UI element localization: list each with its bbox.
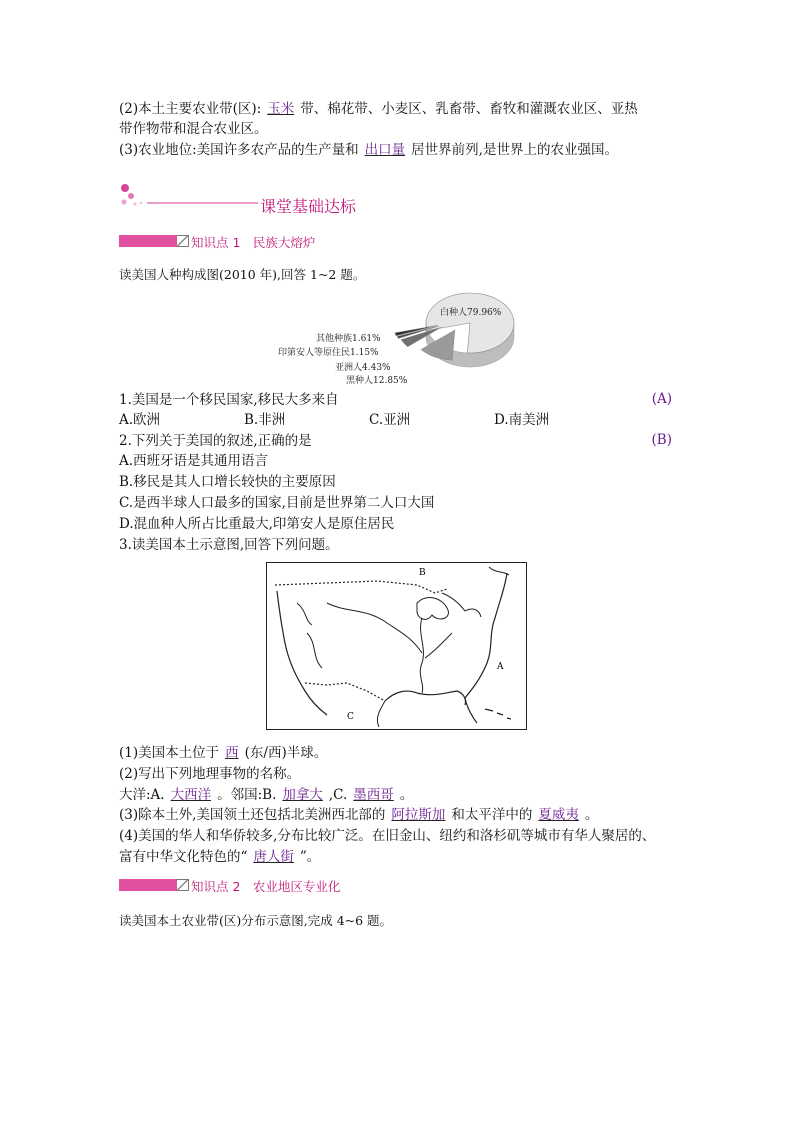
- us-map: [266, 562, 527, 730]
- pie-intro: 读美国人种构成图(2010 年),回答 1~2 题。: [119, 267, 366, 282]
- ohio-river: [425, 633, 452, 658]
- pie-label-native: 印第安人等原住民1.15%: [278, 348, 379, 358]
- text: 。: [399, 787, 414, 803]
- text: 。: [584, 807, 599, 823]
- pie-label-asian: 亚洲人4.43%: [335, 363, 391, 373]
- deco-dot: [121, 184, 129, 192]
- text: ”。: [299, 849, 321, 865]
- q3-part3: [119, 806, 598, 824]
- missouri-river: [327, 603, 422, 653]
- section-decoration: [115, 182, 260, 212]
- q3-part2-answers: [119, 786, 413, 804]
- pie-label-other: 其他种族1.61%: [316, 334, 381, 344]
- answer-chinatown: 唐人街: [253, 849, 294, 865]
- q3-part4-line2: [119, 848, 320, 866]
- intro-q2-line2: 带作物带和混合农业区。: [119, 121, 268, 137]
- answer-corn: 玉米: [267, 101, 295, 117]
- text: 大洋:A.: [119, 787, 165, 803]
- text: (1)美国本土位于: [119, 745, 220, 761]
- gulf-coast: [385, 691, 466, 705]
- q2-option-b: B.移民是其人口增长较快的主要原因: [119, 474, 336, 490]
- kp-frame-icon: [177, 235, 189, 247]
- pie-label-white: 白种人79.96%: [440, 308, 502, 318]
- q3-part1: [119, 744, 327, 762]
- northeast-coast: [489, 567, 509, 575]
- east-coast: [465, 573, 507, 723]
- intro-q2-line1: [119, 100, 638, 118]
- border-south: [305, 683, 385, 701]
- mexico-coast: [377, 701, 385, 727]
- ethnic-pie-chart: [370, 283, 530, 383]
- colorado-river: [307, 633, 322, 668]
- text: 带、棉花带、小麦区、乳畜带、畜牧和灌溉农业区、亚热: [300, 101, 638, 117]
- mississippi-river: [420, 618, 423, 693]
- kp-label: 知识点 2 农业地区专业化: [191, 879, 341, 894]
- kp-label: 知识点 1 民族大熔炉: [191, 235, 316, 250]
- q2-stem: 2.下列关于美国的叙述,正确的是: [119, 433, 312, 449]
- border-north: [275, 581, 447, 593]
- map-label-a: A: [497, 662, 504, 672]
- answer-canada: 加拿大: [282, 787, 323, 803]
- deco-dot: [140, 202, 142, 204]
- q2-option-a: A.西班牙语是其通用语言: [119, 453, 269, 469]
- q2-option-d: D.混血种人所占比重最大,印第安人是原住居民: [119, 516, 395, 532]
- q2-option-c: C.是西半球人口最多的国家,目前是世界第二人口大国: [119, 495, 435, 511]
- answer-atlantic: 大西洋: [170, 787, 212, 803]
- deco-dot: [122, 200, 127, 205]
- text: 居世界前列,是世界上的农业强国。: [411, 142, 618, 158]
- answer-mexico: 墨西哥: [353, 787, 394, 803]
- q1-option-d: D.南美洲: [494, 412, 550, 428]
- q3-part4-line1: (4)美国的华人和华侨较多,分布比较广泛。在旧金山、纽约和洛杉矶等城市有华人聚居的、: [119, 828, 656, 844]
- q1-options: [119, 411, 619, 429]
- west-coast: [277, 591, 327, 715]
- text: 富有中华文化特色的“: [119, 849, 248, 865]
- caribbean-islands: [485, 709, 511, 719]
- us-map-drawing: [267, 563, 526, 729]
- q2-answer: (B): [651, 432, 672, 448]
- text: 和太平洋中的: [451, 807, 533, 823]
- q1-option-b: B.非洲: [244, 412, 286, 428]
- text: (东/西)半球。: [244, 745, 328, 761]
- final-intro: 读美国本土农业带(区)分布示意图,完成 4~6 题。: [119, 913, 393, 928]
- kp-frame-icon: [177, 879, 189, 891]
- kp-bar: [119, 879, 177, 891]
- answer-alaska: 阿拉斯加: [391, 807, 446, 823]
- deco-dot: [128, 193, 134, 199]
- q1-stem: 1.美国是一个移民国家,移民大多来自: [119, 392, 339, 408]
- answer-hawaii: 夏威夷: [538, 807, 579, 823]
- q3-stem: 3.读美国本土示意图,回答下列问题。: [119, 537, 339, 553]
- section-title: 课堂基础达标: [260, 197, 357, 216]
- q1-answer: (A): [651, 391, 672, 407]
- answer-west: 西: [225, 745, 239, 761]
- text: ,C.: [328, 787, 348, 803]
- q1-option-a: A.欧洲: [119, 412, 161, 428]
- deco-dot: [133, 202, 136, 205]
- kp-bar: [119, 235, 177, 247]
- answer-export: 出口量: [364, 142, 406, 158]
- map-label-c: C: [347, 712, 354, 722]
- text: (3)除本土外,美国领土还包括北美洲西北部的: [119, 807, 386, 823]
- lake-coast: [442, 593, 481, 617]
- q3-part2: (2)写出下列地理事物的名称。: [119, 766, 301, 782]
- pie-label-black: 黑种人12.85%: [346, 376, 408, 386]
- text: (2)本土主要农业带(区):: [119, 101, 262, 117]
- q1-option-c: C.亚洲: [369, 412, 411, 428]
- map-label-b: B: [419, 568, 426, 578]
- intro-q3: [119, 141, 618, 159]
- text: (3)农业地位:美国许多农产品的生产量和: [119, 142, 359, 158]
- columbia-river: [297, 603, 312, 625]
- text: 。邻国:B.: [217, 787, 277, 803]
- great-lakes: [417, 598, 448, 620]
